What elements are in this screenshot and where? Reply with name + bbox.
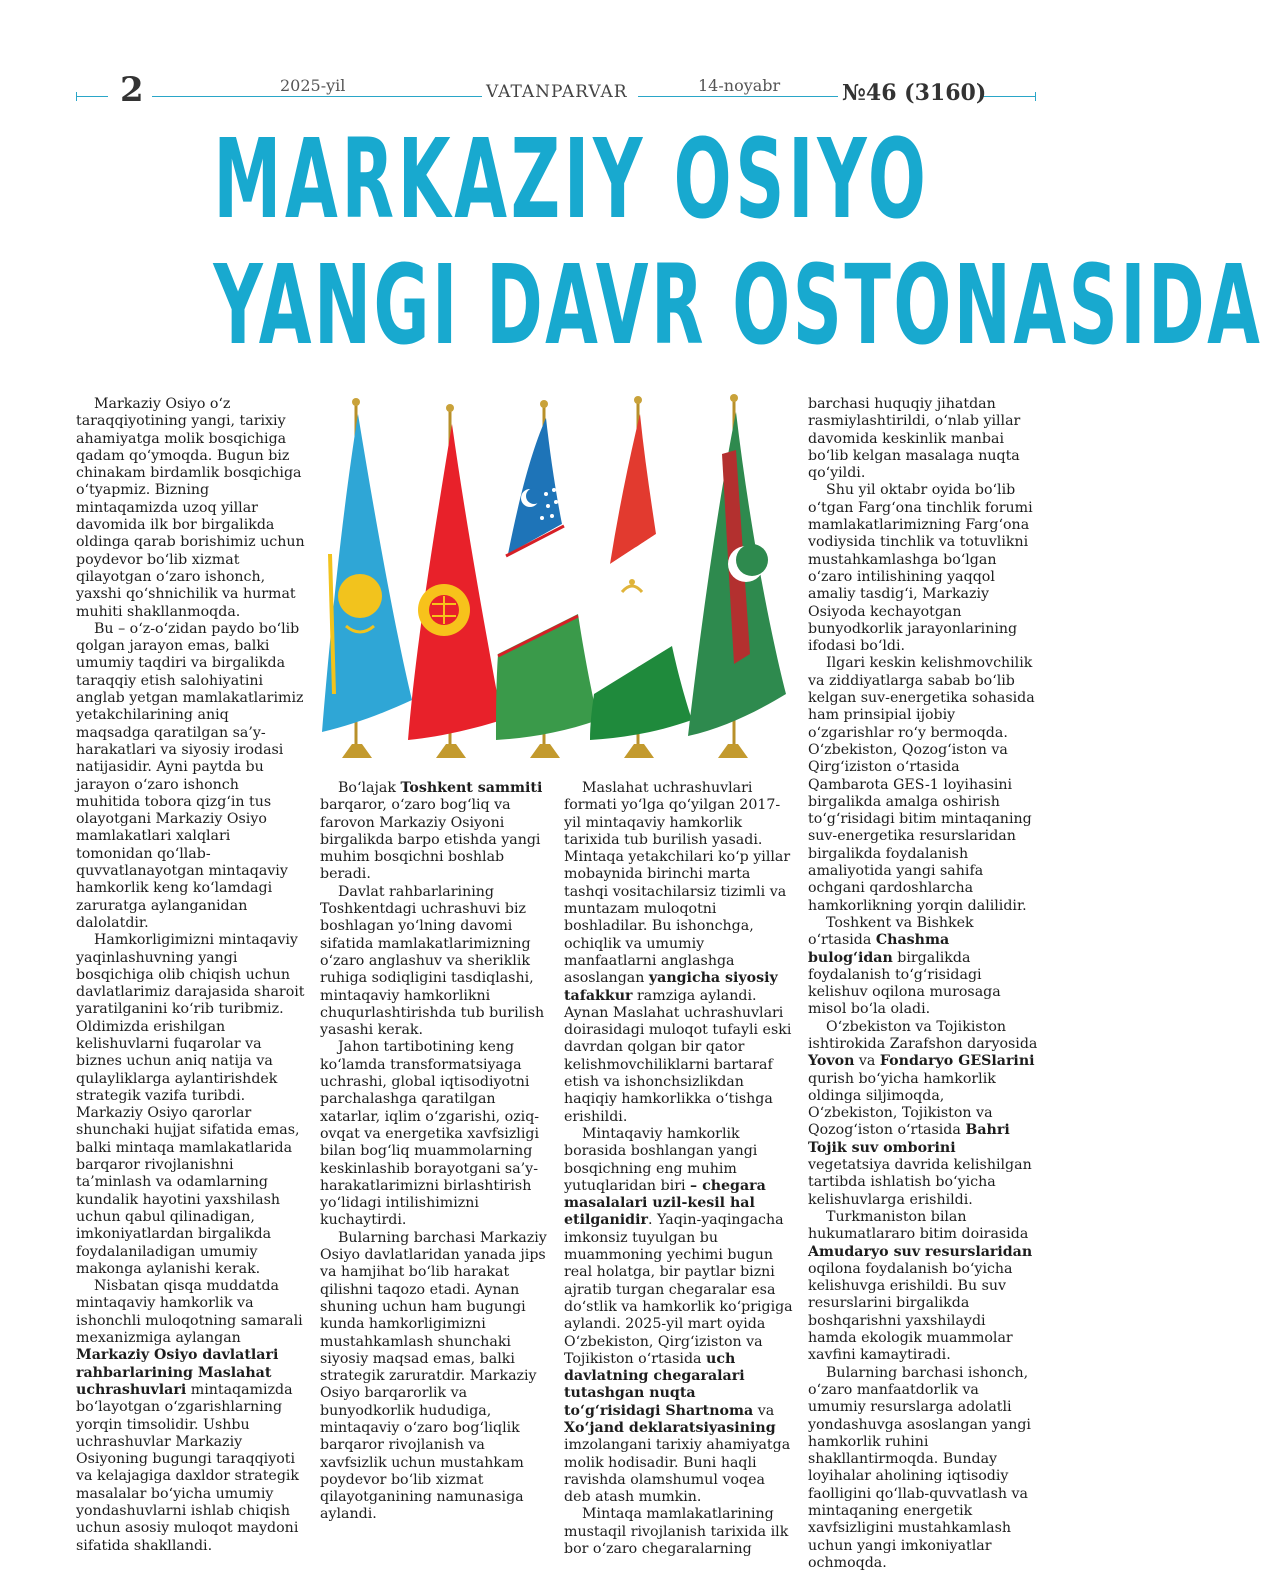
header-rule [638, 96, 838, 97]
header-rule-tick [1035, 92, 1036, 101]
text: qurish bo‘yicha hamkorlik oldinga siljimoqda, O‘zbekiston, Tojikiston va Qozog‘iston o‘rtasida [808, 1070, 996, 1139]
paragraph [564, 780, 794, 1126]
bold-text: – chegara masalalari uzil-kesil hal etilganidir [564, 1177, 766, 1229]
bold-text: uch davlatning chegaralari tutashgan nuqta to‘g‘risidagi Shartnoma [564, 1350, 754, 1419]
bold-text: yangicha siyosiy tafakkur [564, 970, 778, 1004]
kazakhstan-flag [322, 398, 412, 758]
paragraph [320, 780, 550, 884]
headline-line-1: MARKAZIY OSIYO [213, 115, 930, 243]
text: barqaror, o‘zaro bog‘liq va farovon Markaziy Osiyoni birgalikda barpo etishda yangi muhim bosqichni boshlab beradi. [320, 797, 541, 883]
paragraph: barchasi huquqiy jihatdan rasmiylashtirildi, o‘nlab yillar davomida keskinlik manbai bo‘lib kelgan masalaga nuqta qo‘yildi. [808, 396, 1021, 482]
paragraph [808, 1209, 1038, 1365]
uzbekistan-flag [496, 400, 598, 758]
text: Turkmaniston bilan hukumatlararo bitim doirasida [808, 1208, 1029, 1243]
paragraph: Hamkorligimizni mintaqaviy yaqinlashuvning yangi bosqichiga olib chiqish uchun davlatlarimiz darajasida sharoit yaratilganini ko‘rib turibmiz. Oldimizda erishilgan kelishuvlarni fuqarolar va biznes uchun aniq natija va qulayliklarga aylantirishdek strategik vazifa turibdi. Markaziy Osiyo qarorlar shunchaki hujjat sifatida emas, balki mintaqa mamlakatlarida barqaror rivojlanishni ta’minlash va odamlarning kundalik hayotini yaxshilash uchun qabul qilinadigan, imkoniyatlardan birgalikda foydalaniladigan umumiy makonga aylanishi kerak. [76, 932, 305, 1277]
header-rule-tick [76, 92, 77, 101]
bold-text: Fondaryo GESlarini [879, 1053, 1035, 1070]
bold-text: Chashma bulog‘idan [808, 932, 950, 966]
text: vegetatsiya davrida kelishilgan tartibda ishlatish bo‘yicha kelishuvlarga erishildi. [808, 1157, 1032, 1208]
header-rule [152, 96, 482, 97]
text: va [854, 1053, 880, 1070]
article-column-2 [320, 780, 550, 1524]
issue-date: 14-noyabr [698, 76, 781, 95]
paragraph: Mintaqa mamlakatlarining mustaqil rivojlanish tarixida ilk bor o‘zaro chegaralarning [564, 1506, 789, 1558]
flags-photo [316, 394, 794, 770]
paragraph: Jahon tartibotining keng ko‘lamda transformatsiyaga uchrashi, global iqtisodiyotni parchalashga qaratilgan xatarlar, iqlim o‘zgarishi, oziq-ovqat va energetika xavfsizligi bilan bog‘liq muammolarning keskinlashib borayotgani sa’y-harakatlarimizni birlashtirish yo‘lidagi intilishimizni kuchaytirdi. [320, 1039, 540, 1229]
text: Maslahat uchrashuvlari formati yo‘lga qo‘yilgan 2017-yil mintaqaviy hamkorlik tarixida tub burilish yasadi. Mintaqa yetakchilari ko‘p yillar mobaynida birinchi marta tashqi vositachilarsiz tizimli va muntazam muloqotni boshladilar. Bu ishonchga, ochiqlik va umumiy manfaatlarni anglashga asoslangan [564, 780, 791, 987]
kyrgyzstan-flag [408, 404, 502, 758]
paragraph: Ilgari keskin kelishmovchilik va ziddiyatlarga sabab bo‘lib kelgan suv-energetika sohasida ham prinsipial ijobiy o‘zgarishlar ro‘y bermoqda. O‘zbekiston, Qozog‘iston va Qirg‘iziston o‘rtasida Qambarota GES-1 loyihasini birgalikda amalga oshirish to‘g‘risidagi bitim mintaqaning suv-energetika resurslaridan birgalikda foydalanish amaliyotida yangi sahifa ochgani qardoshlarcha hamkorlikning yorqin dalilidir. [808, 655, 1035, 914]
headline-line-2: YANGI DAVR OSTONASIDA [213, 241, 1262, 369]
newspaper-name: VATANPARVAR [486, 82, 628, 102]
text: ramziga aylandi. Aynan Maslahat uchrashuvlari doirasidagi muloqot tufayli eski davrdan qolgan bir qator kelishmovchiliklarni bartaraf etish va ishonchsizlikdan haqiqiy hamkorlikka o‘tishga erishildi. [564, 987, 792, 1125]
text: imzolangani tarixiy ahamiyatga molik hodisadir. Buni haqli ravishda olamshumul voqea deb atash mumkin. [564, 1437, 791, 1506]
paragraph [808, 915, 1038, 1019]
bold-text: Bahri Tojik suv omborini [808, 1122, 1010, 1156]
bold-text: Markaziy Osiyo davlatlari rahbarlarining Maslahat uchrashuvlari [76, 1347, 279, 1398]
paragraph: Bularning barchasi ishonch, o‘zaro manfaatdorlik va umumiy resurslarga adolatli yondashuvga asoslangan yangi hamkorlik ruhini shakllantirmoqda. Bunday loyihalar aholining iqtisodiy faolligini qo‘llab-quvvatlash va mintaqaning energetik xavfsizligini mustahkamlash uchun yangi imkoniyatlar ochmoqda. [808, 1364, 1031, 1571]
text: Bo‘lajak [338, 780, 401, 796]
bold-text: Amudaryo suv resurslaridan [808, 1243, 1033, 1260]
paragraph: Bularning barchasi Markaziy Osiyo davlatlaridan yanada jips va hamjihat bo‘lib harakat qilishni taqozo etadi. Aynan shuning uchun ham bugungi kunda hamkorligimizni mustahkamlash shunchaki siyosiy maqsad emas, balki strategik zaruratdir. Markaziy Osiyo barqarorlik va bunyodkorlik hududiga, mintaqaviy o‘zaro bog‘liqlik barqaror rivojlanish va xavfsizlik uchun mustahkam poydevor bo‘lib xizmat qilayotganining namunasiga aylandi. [320, 1229, 547, 1523]
issue-number: №46 (3160) [842, 80, 987, 106]
paragraph [808, 1019, 1038, 1209]
text: va [753, 1402, 775, 1419]
bold-text: Yovon [808, 1053, 855, 1070]
page-header [76, 70, 1036, 118]
text: O‘zbekiston va Tojikiston ishtirokida Zarafshon daryosida [808, 1018, 1038, 1052]
text: birgalikda foydalanish to‘g‘risidagi kelishuv oqilona murosaga misol bo‘la oladi. [808, 949, 1001, 1018]
header-rule [76, 96, 108, 97]
turkmenistan-flag [688, 394, 786, 758]
tajikistan-flag [590, 396, 692, 758]
header-rule [982, 96, 1036, 97]
text: . Yaqin-yaqingacha imkonsiz tuyulgan bu muammoning yechimi bugun real holatga, bir paytlar bizni ajratib turgan chegaralar esa do‘stlik va hamkorlik ko‘prigiga aylandi. 2025-yil mart oyida O‘zbekiston, Qirg‘iziston va Tojikiston o‘rtasida [564, 1212, 793, 1367]
paragraph: Bu – o‘z-o‘zidan paydo bo‘lib qolgan jarayon emas, balki umumiy taqdiri va birgalikda taraqqiy etish salohiyatini anglab yetgan mamlakatlarimiz yetakchilarining aniq maqsadga qaratilgan sa’y-harakatlari va siyosiy irodasi natijasidir. Ayni paytda bu jarayon o‘zaro ishonch muhitida tobora qizg‘in tus olayotgani Markaziy Osiyo mamlakatlari xalqlari tomonidan qo‘llab-quvvatlanayotgan mintaqaviy hamkorlik keng ko‘lamdagi zaruratga aylanganidan dalolatdir. [76, 620, 304, 931]
text: oqilona foydalanish bo‘yicha kelishuvga erishildi. Bu suv resurslarini birgalikda boshqarishni yaxshilaydi hamda ekologik muammolar xavfini kamaytiradi. [808, 1260, 1013, 1364]
text: Toshkent va Bishkek o‘rtasida [808, 914, 974, 949]
paragraph: Markaziy Osiyo o‘z taraqqiyotining yangi, tarixiy ahamiyatga molik bosqichiga qadam qo‘ymoqda. Bugun biz chinakam birdamlik bosqichiga o‘tyapmiz. Bizning mintaqamizda uzoq yillar davomida ilk bor birgalikda oldinga qarab borishimiz uchun poydevor bo‘lib xizmat qilayotgan o‘zaro ishonch, yaxshi qo‘shnichilik va hurmat muhiti shakllanmoqda. [76, 396, 305, 620]
paragraph [564, 1126, 794, 1507]
text: mintaqamizda bo‘layotgan o‘zgarishlarning yorqin timsolidir. Ushbu uchrashuvlar Markaziy Osiyoning bugungi taraqqiyoti va kelajagiga daxldor strategik masalalar bo‘yicha umumiy yondashuvlarni ishlab chiqish uchun asosiy muloqot maydoni sifatida shakllandi. [76, 1381, 300, 1554]
issue-year: 2025-yil [280, 76, 346, 95]
article-column-4 [808, 396, 1038, 1572]
paragraph: Shu yil oktabr oyida bo‘lib o‘tgan Farg‘ona tinchlik forumi mamlakatlarimizning Farg‘ona vodiysida tinchlik va totuvlikni mustahkamlashga bo‘lgan o‘zaro intilishining yaqqol amaliy tasdig‘i, Markaziy Osiyoda kechayotgan bunyodkorlik jarayonlarining ifodasi bo‘ldi. [808, 482, 1033, 655]
bold-text: Xo‘jand deklaratsiyasining [564, 1419, 776, 1436]
page-number: 2 [120, 70, 144, 110]
paragraph [76, 1278, 306, 1555]
article-column-1 [76, 396, 306, 1555]
article-column-3 [564, 780, 794, 1558]
bold-text: Toshkent sammiti [400, 780, 543, 796]
text: Mintaqaviy hamkorlik borasida boshlangan yangi bosqichning eng muhim yutuqlaridan biri [564, 1125, 758, 1194]
paragraph: Davlat rahbarlarining Toshkentdagi uchrashuvi biz boshlagan yo‘lning davomi sifatida mamlakatlarimizning o‘zaro anglashuv va sheriklik ruhiga sodiqligini tasdiqlashi, mintaqaviy hamkorlikni chuqurlashtirishda tub burilish yasashi kerak. [320, 883, 545, 1039]
text: Nisbatan qisqa muddatda mintaqaviy hamkorlik va ishonchli muloqotning samarali mexanizmiga aylangan [76, 1278, 303, 1347]
